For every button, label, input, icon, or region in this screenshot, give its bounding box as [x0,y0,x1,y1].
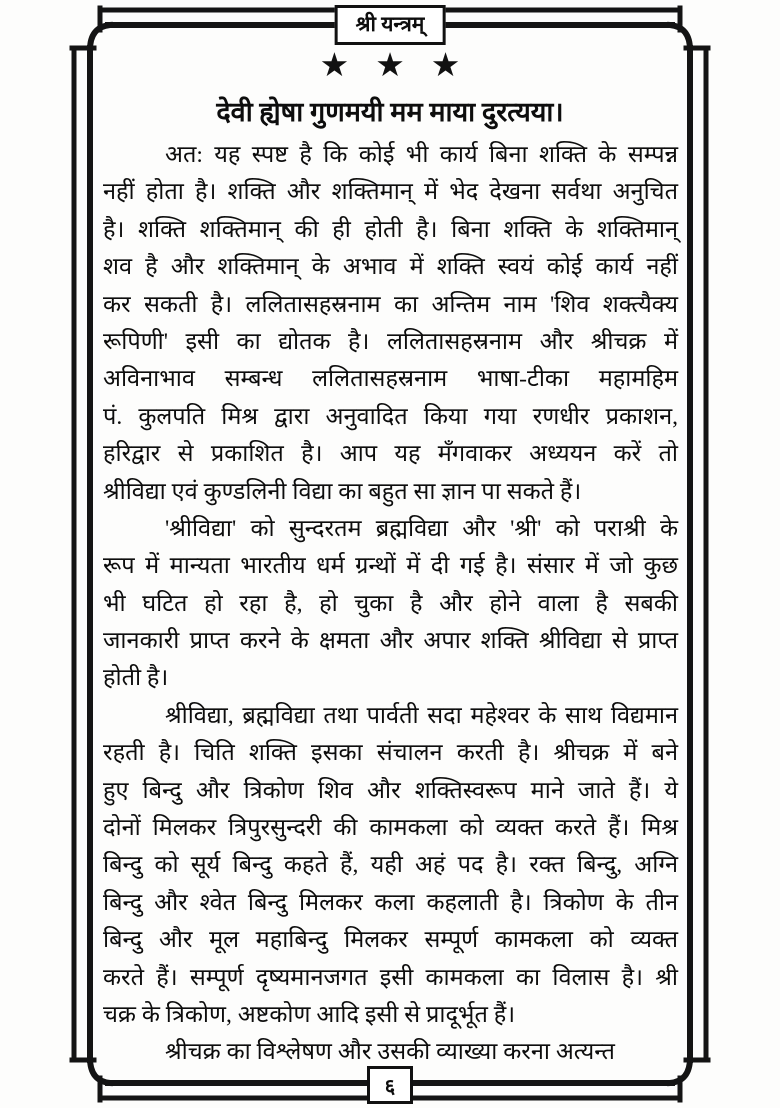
text-line: बिन्दु को सूर्य बिन्दु कहते हैं, यही अहं पद है। रक्त बिन्दु, अग्नि [103,852,678,879]
star-icon: ★ [430,45,461,84]
page-number-box [367,1066,413,1104]
body-text [103,137,678,1072]
text-line: 'श्रीविद्या' को सुन्दरतम ब्रह्मविद्या और 'श्री' को पराश्री के [165,515,678,542]
stars-row [102,46,678,84]
text-line: बिन्दु और मूल महाबिन्दु मिलकर सम्पूर्ण कामकला को व्यक्त [103,927,678,954]
text-line: पं. कुलपति मिश्र द्वारा अनुवादित किया गया रणधीर प्रकाशन, [103,403,678,430]
text-line: दोनों मिलकर त्रिपुरसुन्दरी की कामकला को व्यक्त करते हैं। मिश्र [103,815,678,842]
header-title-box [335,5,446,45]
page-number: ६ [384,1075,396,1098]
header-title: श्री यन्त्रम् [355,12,425,36]
text-line: कर सकती है। ललितासहस्रनाम का अन्तिम नाम 'शिव शक्त्यैक्य [103,291,678,318]
text-line: रूपिणी' इसी का द्योतक है। ललितासहस्रनाम और श्रीचक्र में [103,328,678,355]
text-line: अविनाभाव सम्बन्ध ललितासहस्रनाम भाषा-टीका महामहिम [103,366,678,393]
verse-heading: देवी ह्येषा गुणमयी मम माया दुरत्यया। [216,97,564,127]
text-line: श्रीविद्या एवं कुण्डलिनी विद्या का बहुत सा ज्ञान पा सकते हैं। [103,478,582,505]
text-line: जानकारी प्राप्त करने के क्षमता और अपार शक्ति श्रीविद्या से प्राप्त [103,628,678,655]
text-line: बिन्दु और श्वेत बिन्दु मिलकर कला कहलाती है। त्रिकोण के तीन [103,889,678,916]
text-line: भी घटित हो रहा है, हो चुका है और होने वाला है सबकी [103,590,678,617]
text-line: होती है। [103,665,169,692]
text-line: नहीं होता है। शक्ति और शक्तिमान् में भेद देखना सर्वथा अनुचित [103,179,678,206]
text-line: रहती है। चिति शक्ति इसका संचालन करती है। श्रीचक्र में बने [103,740,678,767]
text-line: शव है और शक्तिमान् के अभाव में शक्ति स्वयं कोई कार्य नहीं [103,254,678,281]
text-line: अत: यह स्पष्ट है कि कोई भी कार्य बिना शक्ति के सम्पन्न [165,142,678,168]
text-line: चक्र के त्रिकोण, अष्टकोण आदि इसी से प्रादूर्भूत हैं। [103,1001,516,1028]
star-icon: ★ [375,45,405,84]
text-line: करते हैं। सम्पूर्ण दृष्यमानजगत इसी कामकला का विलास है। श्री [103,964,678,991]
text-line: है। शक्ति शक्तिमान् की ही होती है। बिना शक्ति के शक्तिमान् [103,216,678,243]
text-line: हरिद्वार से प्रकाशित है। आप यह मँगवाकर अध्ययन करें तो [103,441,678,468]
text-line: श्रीविद्या, ब्रह्मविद्या तथा पार्वती सदा महेश्वर के साथ विद्यमान [165,702,678,729]
star-icon: ★ [319,45,350,84]
text-line: श्रीचक्र का विश्लेषण और उसकी व्याख्या करना अत्यन्त [165,1039,615,1066]
text-line: रूप में मान्यता भारतीय धर्म ग्रन्थों में दी गई है। संसार में जो कुछ [103,553,678,580]
text-line: हुए बिन्दु और त्रिकोण शिव और शक्तिस्वरूप माने जाते हैं। ये [103,777,678,804]
